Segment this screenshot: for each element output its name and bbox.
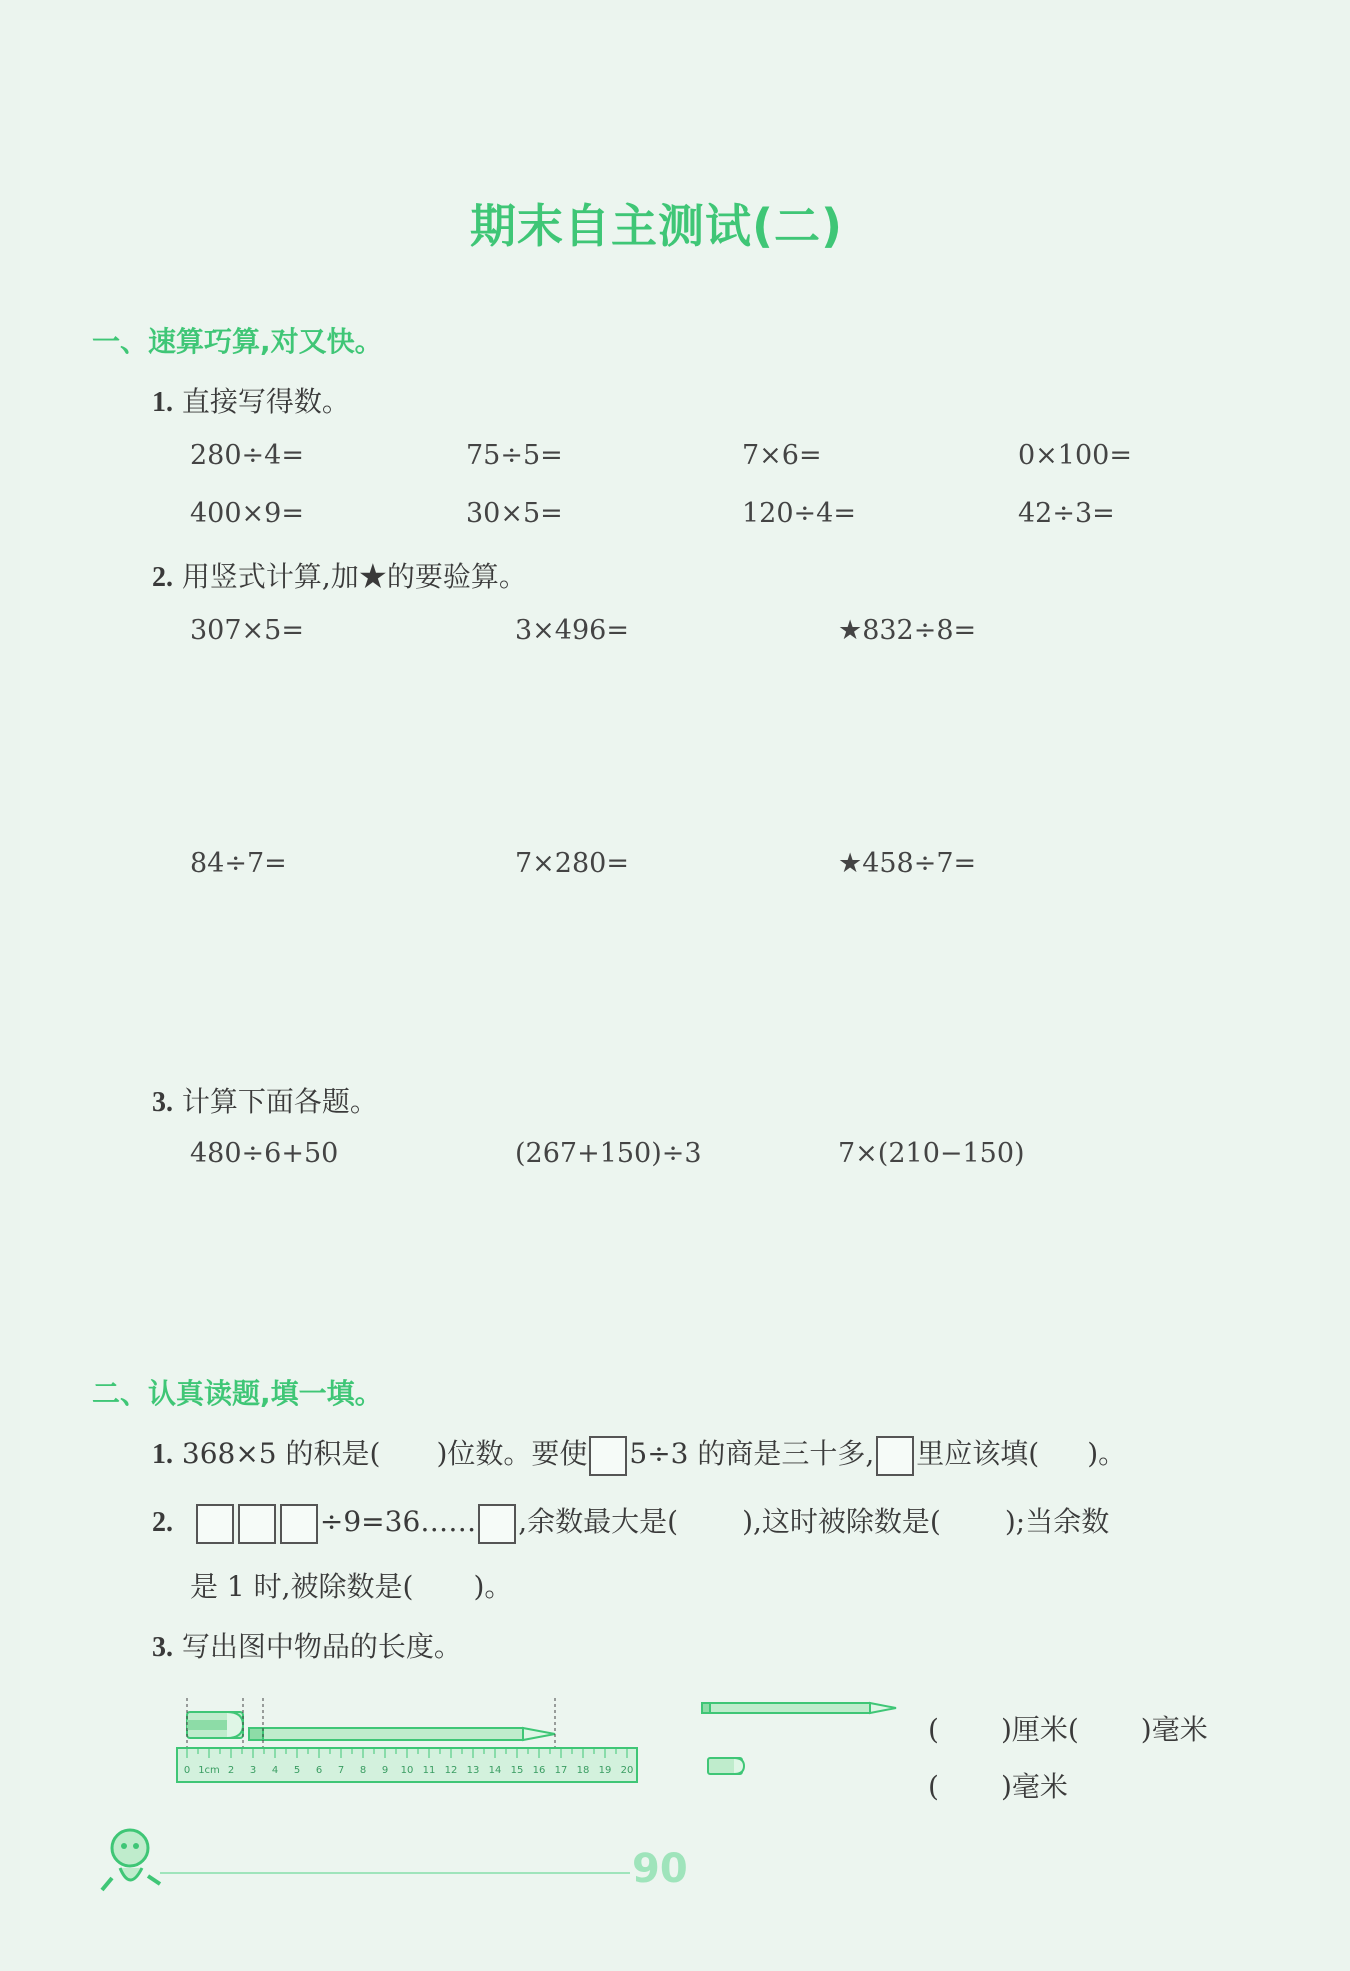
question-text: ÷9=36…… <box>319 1505 477 1538</box>
ruler-label: 19 <box>598 1765 612 1776</box>
eraser-icon <box>187 1712 243 1738</box>
answer-pencil-length <box>928 1708 1208 1748</box>
ruler-label: 20 <box>620 1765 634 1776</box>
question-2-1 <box>152 1432 1126 1476</box>
question-2-2 <box>152 1500 1109 1544</box>
ruler-label: 4 <box>271 1765 279 1776</box>
page-number: 90 <box>632 1846 688 1892</box>
question-text: )厘米( <box>1000 1713 1079 1746</box>
question-number: 1. <box>152 1439 173 1470</box>
page-title: 期末自主测试(二) <box>470 199 844 253</box>
question-1-3 <box>152 1080 378 1120</box>
pencil-icon <box>249 1728 555 1740</box>
mental-math-item: 30×5= <box>466 498 563 529</box>
mental-math-item: 280÷4= <box>190 440 304 471</box>
mixed-calc-item: 7×(210−150) <box>838 1138 1025 1169</box>
mixed-calc-item: 480÷6+50 <box>190 1138 339 1169</box>
ruler-label: 13 <box>466 1765 480 1776</box>
question-text: 368×5 的积是( <box>181 1437 381 1470</box>
question-text: )位数。要使 <box>436 1437 588 1470</box>
ruler-label: 17 <box>554 1765 568 1776</box>
vertical-calc-item: 3×496= <box>515 615 629 646</box>
mental-math-item: 42÷3= <box>1018 498 1115 529</box>
digit-box[interactable] <box>238 1504 276 1544</box>
mental-math-item: 7×6= <box>742 440 822 471</box>
footer-rule <box>160 1872 630 1874</box>
ruler-label: 9 <box>381 1765 389 1776</box>
digit-box[interactable] <box>876 1436 914 1476</box>
digit-box[interactable] <box>280 1504 318 1544</box>
ruler-figure <box>175 1690 675 1810</box>
question-text: )。 <box>1087 1437 1127 1470</box>
question-text: 是 1 时,被除数是( <box>190 1570 414 1603</box>
mixed-calc-item: (267+150)÷3 <box>515 1138 702 1169</box>
vertical-calc-item: 7×280= <box>515 848 629 879</box>
ruler-label: 16 <box>532 1765 546 1776</box>
ruler-label: 15 <box>510 1765 524 1776</box>
mental-math-item: 75÷5= <box>466 440 563 471</box>
question-number: 2. <box>152 1507 173 1538</box>
digit-box[interactable] <box>478 1504 516 1544</box>
eraser-icon <box>708 1758 744 1774</box>
section-1-heading: 一、速算巧算,对又快。 <box>92 325 383 358</box>
question-text: )毫米 <box>1000 1770 1068 1803</box>
ruler-label: 12 <box>444 1765 458 1776</box>
question-2-3 <box>152 1625 462 1665</box>
mental-math-item: 120÷4= <box>742 498 856 529</box>
question-text: 计算下面各题。 <box>181 1085 378 1118</box>
star-icon: ★ <box>358 560 387 593</box>
question-2-2-line2 <box>190 1565 512 1605</box>
ruler-label: 3 <box>249 1765 257 1776</box>
digit-box[interactable] <box>196 1504 234 1544</box>
ruler-label: 0 <box>183 1765 191 1776</box>
ruler-label: 1cm <box>198 1765 220 1776</box>
ruler-label: 5 <box>293 1765 301 1776</box>
ruler-label: 2 <box>227 1765 235 1776</box>
ruler-label: 8 <box>359 1765 367 1776</box>
question-text: 5÷3 的商是三十多, <box>629 1437 875 1470</box>
question-number: 3. <box>152 1087 173 1118</box>
ruler-label: 7 <box>337 1765 345 1776</box>
vertical-calc-item: ★832÷8= <box>838 615 977 646</box>
question-number: 1. <box>152 387 173 418</box>
mental-math-item: 400×9= <box>190 498 304 529</box>
question-number: 2. <box>152 562 173 593</box>
ruler-label: 18 <box>576 1765 590 1776</box>
question-1-2 <box>152 555 527 595</box>
items-to-measure <box>700 1688 920 1798</box>
ruler-label: 11 <box>422 1765 436 1776</box>
vertical-calc-item: 84÷7= <box>190 848 287 879</box>
question-text: );当余数 <box>1004 1505 1110 1538</box>
question-text: 里应该填( <box>916 1437 1040 1470</box>
question-1-1 <box>152 380 350 420</box>
question-text: ( <box>928 1770 939 1803</box>
vertical-calc-item: ★458÷7= <box>838 848 977 879</box>
question-text: ,余数最大是( <box>518 1505 679 1538</box>
question-number: 3. <box>152 1632 173 1663</box>
ruler-label: 10 <box>400 1765 414 1776</box>
section-2-heading: 二、认真读题,填一填。 <box>92 1377 383 1410</box>
pencil-icon <box>702 1703 896 1713</box>
question-text: 写出图中物品的长度。 <box>181 1630 462 1663</box>
question-text: ( <box>928 1713 939 1746</box>
vertical-calc-item: 307×5= <box>190 615 304 646</box>
worksheet-page <box>20 20 1320 1950</box>
ruler-label: 6 <box>315 1765 323 1776</box>
question-text: )毫米 <box>1140 1713 1208 1746</box>
question-text: 的要验算。 <box>386 560 527 593</box>
digit-box[interactable] <box>589 1436 627 1476</box>
question-text: 直接写得数。 <box>181 385 350 418</box>
question-text: ),这时被除数是( <box>742 1505 941 1538</box>
mental-math-item: 0×100= <box>1018 440 1132 471</box>
mascot-icon <box>92 1820 172 1900</box>
question-text: )。 <box>473 1570 513 1603</box>
question-text: 用竖式计算,加 <box>181 560 359 593</box>
answer-eraser-length <box>928 1765 1068 1805</box>
ruler-label: 14 <box>488 1765 502 1776</box>
